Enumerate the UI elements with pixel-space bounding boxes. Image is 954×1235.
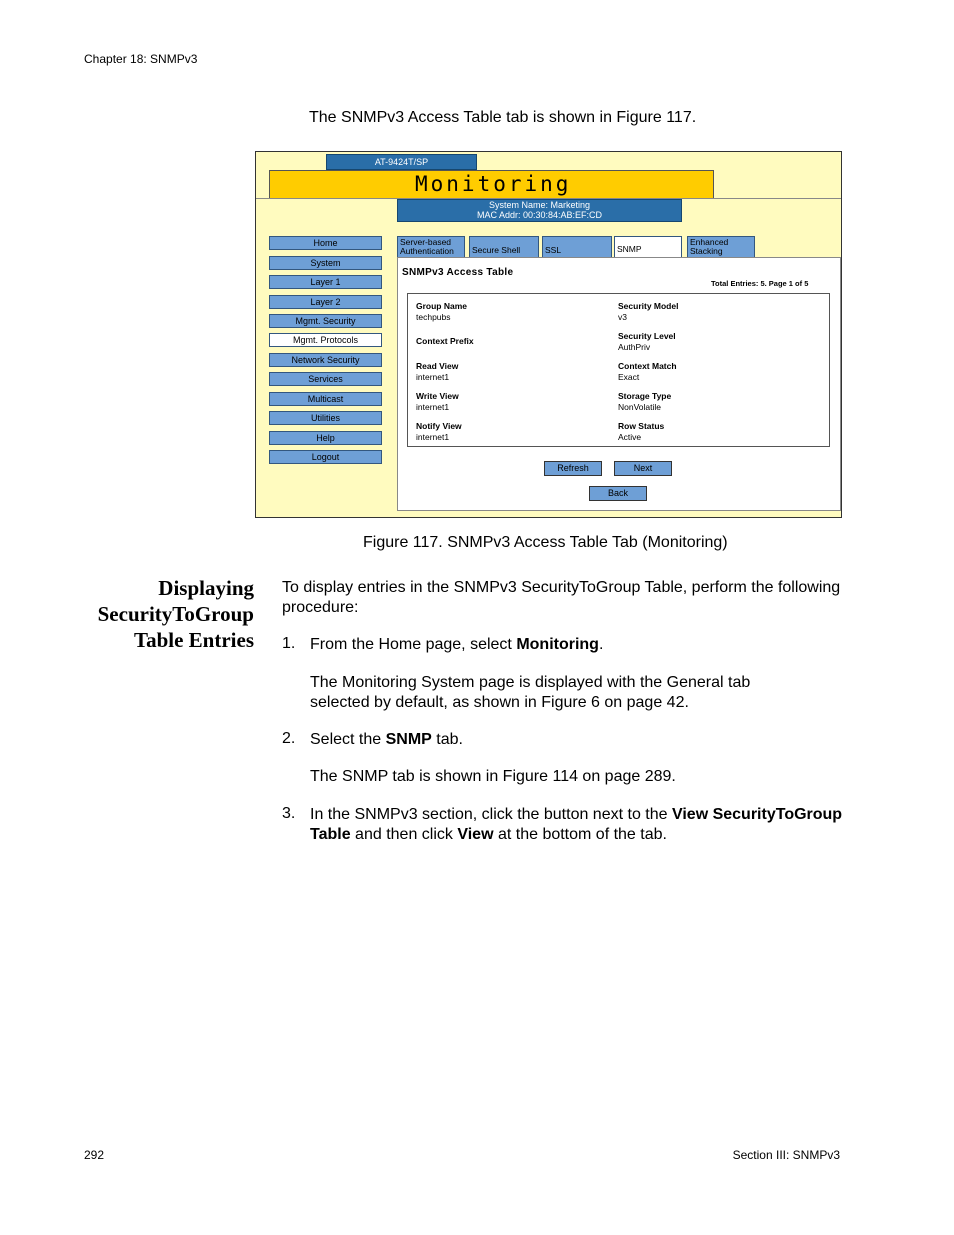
system-info <box>397 199 682 222</box>
read-view-value: internet1 <box>416 372 450 382</box>
read-view-label: Read View <box>416 361 459 371</box>
step-3-mid: and then click <box>350 826 458 843</box>
back-button[interactable]: Back <box>589 486 647 501</box>
intro-paragraph: To display entries in the SNMPv3 SecurityToGroup Table, perform the following procedure: <box>282 579 841 616</box>
step-3-bold-2: View <box>457 826 494 843</box>
monitoring-banner <box>269 170 714 199</box>
step-2-note: The SNMP tab is shown in Figure 114 on page 289. <box>310 768 676 785</box>
write-view-label: Write View <box>416 391 459 401</box>
tab-enhanced-line1: Enhanced <box>690 237 729 247</box>
step-1-note: The Monitoring System page is displayed with the General tab selected by default, as shown in Figure 6 on page 42. <box>310 674 751 711</box>
tab-secure-shell[interactable]: Secure Shell <box>469 236 539 257</box>
context-prefix-label: Context Prefix <box>416 336 474 346</box>
context-match-label: Context Match <box>618 361 677 371</box>
step-3-number: 3. <box>282 805 296 822</box>
step-3 <box>310 805 845 845</box>
nav-utilities[interactable]: Utilities <box>269 411 382 425</box>
group-name-label: Group Name <box>416 301 468 311</box>
nav-layer1[interactable]: Layer 1 <box>269 275 382 289</box>
context-match-value: Exact <box>618 372 640 382</box>
screenshot-figure <box>255 151 842 518</box>
step-3-text: In the SNMPv3 section, click the button next to the <box>310 806 672 823</box>
step-2-number: 2. <box>282 730 296 747</box>
nav-system[interactable]: System <box>269 256 382 270</box>
tab-server-auth-line1: Server-based <box>400 237 452 247</box>
nav-logout[interactable]: Logout <box>269 450 382 464</box>
nav-help[interactable]: Help <box>269 431 382 445</box>
footer-section: Section III: SNMPv3 <box>732 1148 840 1162</box>
total-entries: Total Entries: 5. Page 1 of 5 <box>711 279 809 288</box>
tab-enhanced-line2: Stacking <box>690 246 723 256</box>
section-heading <box>60 575 254 653</box>
notify-view-label: Notify View <box>416 421 462 431</box>
nav-layer2[interactable]: Layer 2 <box>269 295 382 309</box>
row-status-label: Row Status <box>618 421 665 431</box>
step-1-bold: Monitoring <box>516 636 599 653</box>
intro-text: The SNMPv3 Access Table tab is shown in Figure 117. <box>309 109 697 126</box>
storage-type-label: Storage Type <box>618 391 672 401</box>
step-3-bold-1: View SecurityToGroup Table <box>310 806 843 843</box>
tab-ssl[interactable]: SSL <box>542 236 612 257</box>
security-level-label: Security Level <box>618 331 676 341</box>
write-view-value: internet1 <box>416 402 450 412</box>
step-1-text: From the Home page, select <box>310 636 517 653</box>
step-2 <box>310 730 850 750</box>
tab-enhanced-stacking[interactable] <box>687 236 755 257</box>
step-1-end: . <box>598 636 604 653</box>
tab-snmp[interactable]: SNMP <box>614 236 682 259</box>
model-label: AT-9424T/SP <box>326 154 477 170</box>
nav-network-security[interactable]: Network Security <box>269 353 382 367</box>
security-level-value: AuthPriv <box>618 342 651 352</box>
step-2-bold: SNMP <box>385 731 432 748</box>
panel-title: SNMPv3 Access Table <box>402 267 514 278</box>
security-model-label: Security Model <box>618 301 679 311</box>
tab-server-auth[interactable] <box>397 236 465 257</box>
group-name-value: techpubs <box>416 312 451 322</box>
step-3-end: at the bottom of the tab. <box>493 826 667 843</box>
next-button[interactable]: Next <box>614 461 672 476</box>
step-1 <box>310 635 850 655</box>
step-2-end: tab. <box>431 731 463 748</box>
banner-title: Monitoring <box>415 172 572 196</box>
step-2-text: Select the <box>310 731 386 748</box>
section-heading-line2: SecurityToGroup <box>97 602 254 626</box>
chapter-header: Chapter 18: SNMPv3 <box>84 52 198 66</box>
system-name: System Name: Marketing <box>488 200 591 210</box>
security-model-value: v3 <box>618 312 627 322</box>
figure-caption: Figure 117. SNMPv3 Access Table Tab (Monitoring) <box>363 534 728 551</box>
content-panel <box>397 257 841 511</box>
nav-mgmt-security[interactable]: Mgmt. Security <box>269 314 382 328</box>
tab-server-auth-line2: Authentication <box>400 246 454 256</box>
row-status-value: Active <box>618 432 642 442</box>
refresh-button[interactable]: Refresh <box>544 461 602 476</box>
section-heading-line1: Displaying <box>158 576 254 600</box>
nav-mgmt-protocols[interactable]: Mgmt. Protocols <box>269 333 382 347</box>
nav-home[interactable]: Home <box>269 236 382 250</box>
page-number: 292 <box>84 1148 105 1162</box>
nav-multicast[interactable]: Multicast <box>269 392 382 406</box>
notify-view-value: internet1 <box>416 432 450 442</box>
mac-address: MAC Addr: 00:30:84:AB:EF:CD <box>476 210 603 220</box>
section-heading-line3: Table Entries <box>134 628 254 652</box>
nav-services[interactable]: Services <box>269 372 382 386</box>
step-1-number: 1. <box>282 635 296 652</box>
storage-type-value: NonVolatile <box>618 402 662 412</box>
entry-box <box>407 293 830 447</box>
